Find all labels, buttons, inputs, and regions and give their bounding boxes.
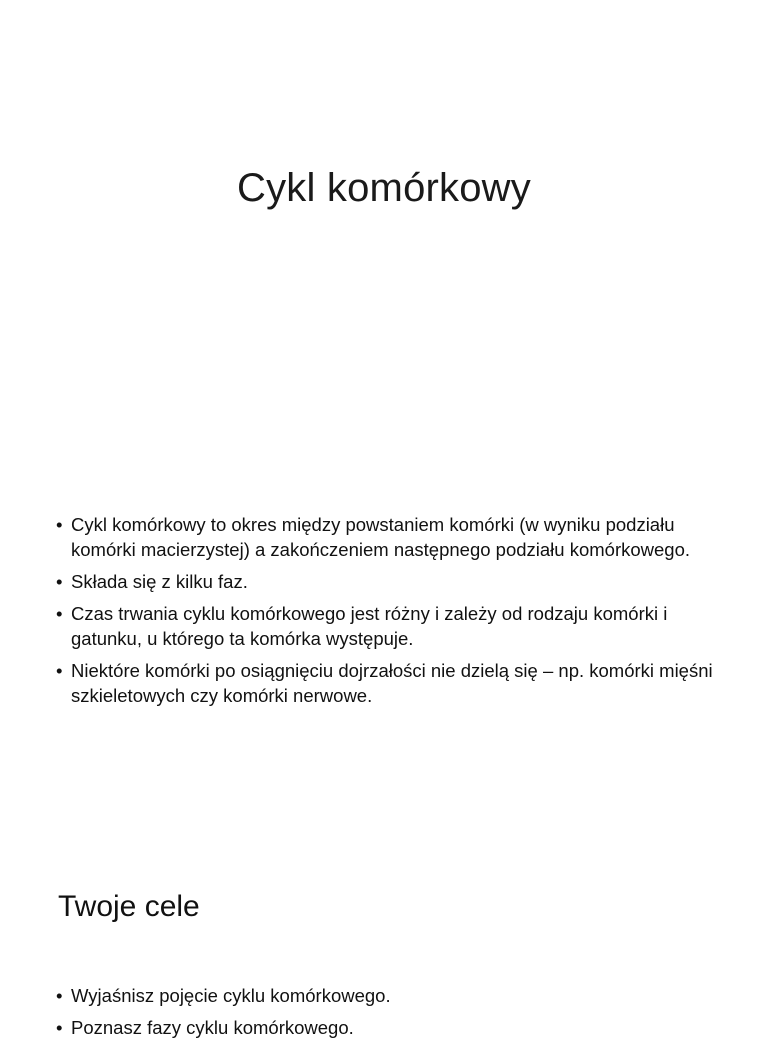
bullet-marker: • <box>56 571 63 592</box>
bullet-text: Cykl komórkowy to okres między powstaniem komórki (w wyniku podziału komórki macierzystej) a zakończeniem następnego podziału komórkowego. <box>71 514 691 560</box>
bullet-marker: • <box>56 660 63 681</box>
bullet-marker: • <box>56 603 63 624</box>
bullet-marker: • <box>56 514 63 535</box>
list-item <box>56 512 736 562</box>
bullet-list <box>56 512 736 715</box>
list-item <box>56 569 736 594</box>
bullet-text: Poznasz fazy cyklu komórkowego. <box>71 1017 354 1038</box>
bullet-text: Czas trwania cyklu komórkowego jest różny i zależy od rodzaju komórki i gatunku, u którego ta komórka występuje. <box>71 603 668 649</box>
bullet-text: Niektóre komórki po osiągnięciu dojrzałości nie dzielą się – np. komórki mięśni szkieletowych czy komórki nerwowe. <box>71 660 713 706</box>
bullet-marker: • <box>56 985 63 1006</box>
goals-list <box>56 983 736 1047</box>
section-title: Twoje cele <box>58 890 200 923</box>
list-item <box>56 983 736 1008</box>
list-item <box>56 658 736 708</box>
list-item <box>56 601 736 651</box>
list-item <box>56 1015 736 1040</box>
bullet-text: Składa się z kilku faz. <box>71 571 248 592</box>
slide-title: Cykl komórkowy <box>237 166 531 210</box>
bullet-marker: • <box>56 1017 63 1038</box>
bullet-text: Wyjaśnisz pojęcie cyklu komórkowego. <box>71 985 391 1006</box>
